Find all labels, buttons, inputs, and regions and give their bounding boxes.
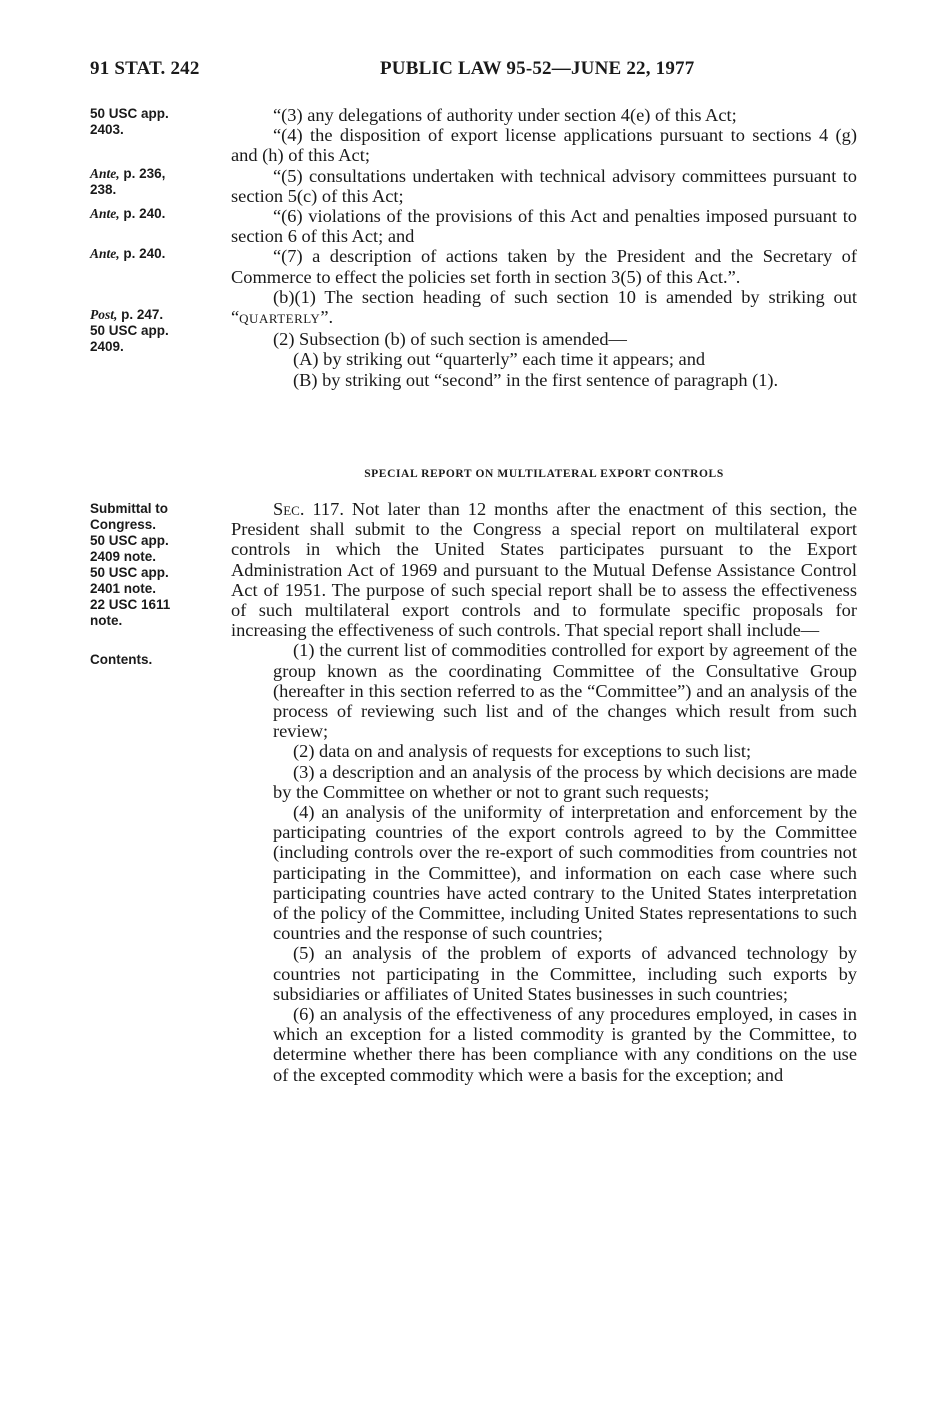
paragraph-item-5: “(5) consultations undertaken with technical advisory committees pursuant to section 5(c) of this Act;: [231, 165, 857, 206]
section-heading: SPECIAL REPORT ON MULTILATERAL EXPORT CONTROLS: [364, 468, 724, 480]
paragraph-item-4: “(4) the disposition of export license applications pursuant to sections 4 (g) and (h) of this Act;: [231, 125, 857, 166]
margin-note-50usc-2403: 50 USC app. 2403.: [90, 106, 169, 137]
paragraph-117-item-2: (2) data on and analysis of requests for exceptions to such list;: [293, 741, 752, 762]
paragraph-117-item-4: (4) an analysis of the uniformity of interpretation and enforcement by the participating countries of the export controls agreed to by the Committee (including controls over the re-export of such commodities from countries not participating in the Committee), and information on each case where such participating countries have acted contrary to the United States interpretation of the policy of the Committee, including United States representations to such countries and the response of such countries;: [273, 802, 857, 944]
paragraph-sec-117-intro: Sec. 117. Not later than 12 months after the enactment of this section, the President shall submit to the Congress a special report on multilateral export controls in which the United States participates pursuant to the Export Administration Act of 1969 and pursuant to the Mutual Defense Assistance Control Act of 1951. The purpose of such special report shall be to assess the effectiveness of such multilateral export controls and to formulate specific proposals for increasing the effectiveness of such controls. That special report shall include—: [231, 499, 857, 641]
margin-note-ante-240-b: Ante, p. 240.: [90, 246, 166, 261]
paragraph-117-item-3: (3) a description and an analysis of the process by which decisions are made by the Committee on whether or not to grant such requests;: [273, 761, 857, 802]
paragraph-b1: (b)(1) The section heading of such section 10 is amended by striking out “QUARTERLY”.: [231, 286, 857, 328]
page-header: [90, 58, 859, 84]
margin-note-submittal: Submittal to Congress. 50 USC app. 2409 note. 50 USC app. 2401 note. 22 USC 1611 note.: [90, 501, 171, 628]
paragraph-117-item-1: (1) the current list of commodities controlled for export by agreement of the group known as the coordinating Committee of the Consultative Group (hereafter in this section referred to as the “Committee”) and an analysis of the process of reviewing such list and of the changes which result from such review;: [273, 640, 857, 742]
margin-note-ante-236: Ante, p. 236, 238.: [90, 166, 166, 197]
paragraph-item-7: “(7) a description of actions taken by the President and the Secretary of Commerce to effect the policies set forth in section 3(5) of this Act.”.: [231, 246, 857, 287]
margin-note-contents: Contents.: [90, 652, 153, 667]
paragraph-item-6: “(6) violations of the provisions of this Act and penalties imposed pursuant to section 6 of this Act; and: [231, 206, 857, 247]
body-section-117: [231, 499, 857, 1085]
public-law-title: PUBLIC LAW 95-52—JUNE 22, 1977: [380, 58, 695, 79]
paragraph-b2: (2) Subsection (b) of such section is amended—: [273, 329, 627, 350]
paragraph-b2-a: (A) by striking out “quarterly” each time it appears; and: [293, 349, 706, 370]
margin-note-ante-240-a: Ante, p. 240.: [90, 206, 166, 221]
statute-page-number: 91 STAT. 242: [90, 58, 200, 79]
paragraph-item-3: “(3) any delegations of authority under section 4(e) of this Act;: [273, 105, 737, 125]
margin-note-post-247: Post, p. 247. 50 USC app. 2409.: [90, 307, 169, 354]
body-section-10-amendments: [231, 105, 857, 390]
paragraph-117-item-5: (5) an analysis of the problem of exports of advanced technology by countries not participating in the Committee, including such exports by subsidiaries or affiliates of United States businesses in such countries;: [273, 943, 857, 1004]
paragraph-b2-b: (B) by striking out “second” in the first sentence of paragraph (1).: [293, 369, 779, 390]
paragraph-117-item-6: (6) an analysis of the effectiveness of any procedures employed, in cases in which an exception for a listed commodity is granted by the Committee, to determine whether there has been compliance with any conditions on the use of the excepted commodity which were a basis for the exception; and: [273, 1004, 857, 1085]
